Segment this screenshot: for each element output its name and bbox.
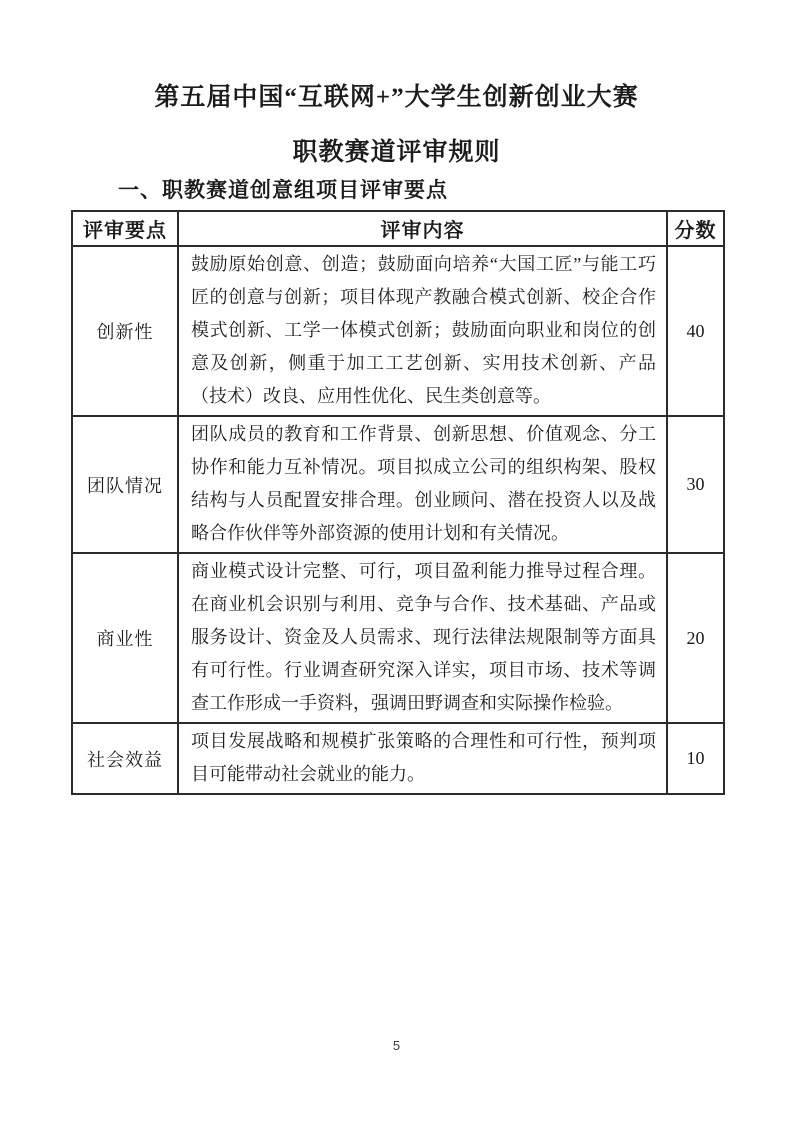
content-cell: 团队成员的教育和工作背景、创新思想、价值观念、分工协作和能力互补情况。项目拟成立公司的组织构架、股权结构与人员配置安排合理。创业顾问、潜在投资人以及战略合作伙伴等外部资源的使用计划和有关情况。 [178,416,667,553]
review-table-body [72,246,724,794]
score-cell: 30 [667,416,724,553]
score-cell: 40 [667,246,724,416]
table-header-row [72,211,724,246]
table-row [72,723,724,794]
criterion-cell: 社会效益 [72,723,178,794]
table-row [72,416,724,553]
section-heading: 一、职教赛道创意组项目评审要点 [118,179,448,202]
table-row [72,553,724,723]
review-criteria-table [71,210,725,795]
score-cell: 20 [667,553,724,723]
page-number: 5 [392,1038,401,1053]
criterion-cell: 创新性 [72,246,178,416]
header-content: 评审内容 [178,211,667,246]
criterion-cell: 团队情况 [72,416,178,553]
content-cell: 鼓励原始创意、创造；鼓励面向培养“大国工匠”与能工巧匠的创意与创新；项目体现产教融合模式创新、校企合作模式创新、工学一体模式创新；鼓励面向职业和岗位的创意及创新，侧重于加工工艺创新、实用技术创新、产品（技术）改良、应用性优化、民生类创意等。 [178,246,667,416]
document-subtitle: 职教赛道评审规则 [292,139,501,166]
content-cell: 商业模式设计完整、可行，项目盈利能力推导过程合理。在商业机会识别与利用、竞争与合作、技术基础、产品或服务设计、资金及人员需求、现行法律法规限制等方面具有可行性。行业调查研究深入详实，项目市场、技术等调查工作形成一手资料，强调田野调查和实际操作检验。 [178,553,667,723]
criterion-cell: 商业性 [72,553,178,723]
document-title: 第五届中国“互联网+”大学生创新创业大赛 [154,84,639,111]
header-score: 分数 [667,211,724,246]
table-row [72,246,724,416]
content-cell: 项目发展战略和规模扩张策略的合理性和可行性，预判项目可能带动社会就业的能力。 [178,723,667,794]
header-criterion: 评审要点 [72,211,178,246]
score-cell: 10 [667,723,724,794]
